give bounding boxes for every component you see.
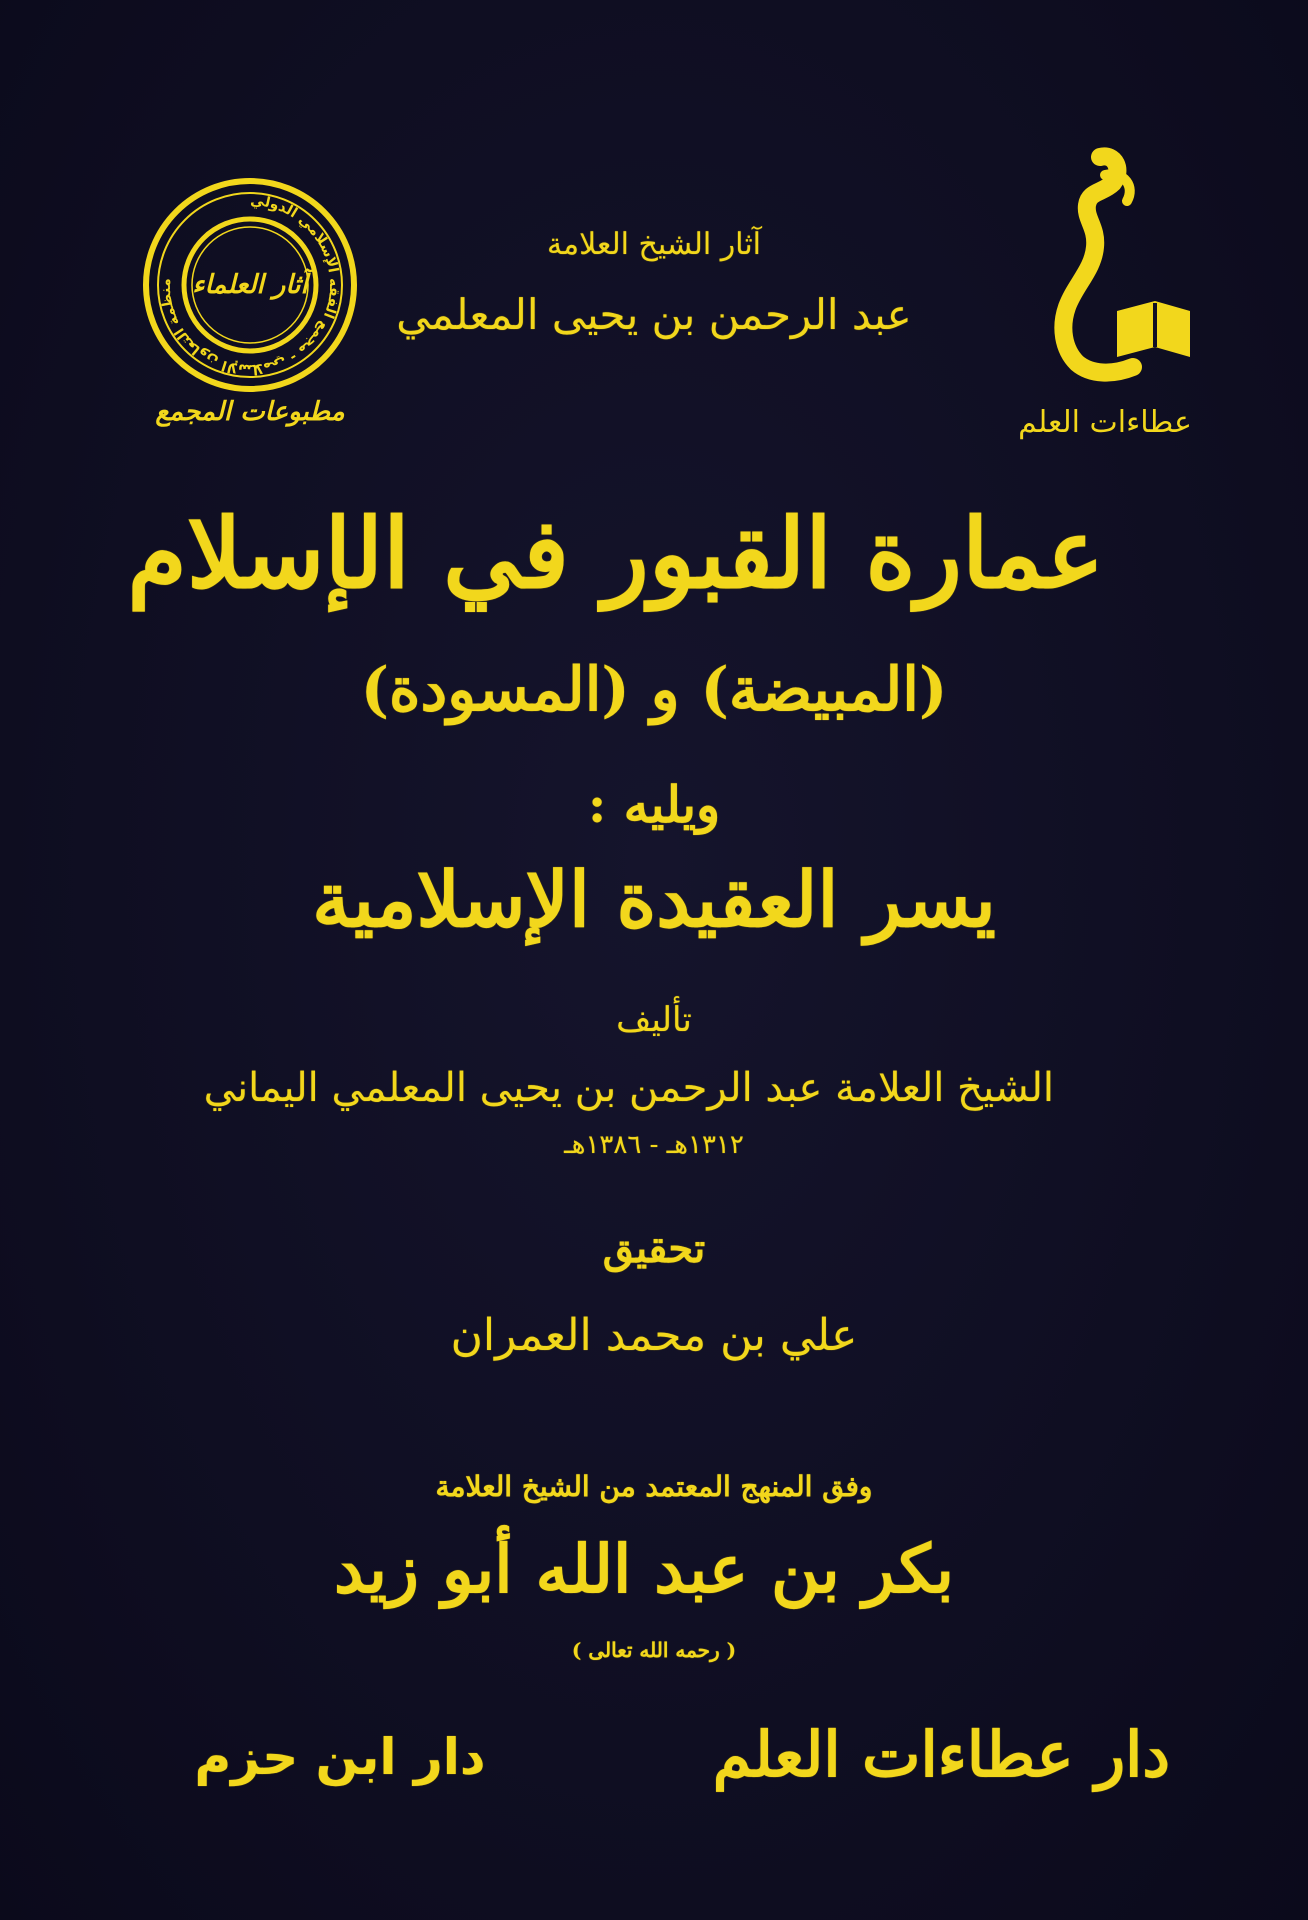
editor-name: علي بن محمد العمران [450, 1310, 858, 1361]
main-title: عمارة القبور في الإسلام [127, 497, 1104, 610]
publisher-left: دار ابن حزم [194, 1728, 486, 1786]
works-line: آثار الشيخ العلامة [546, 227, 762, 262]
verified-by-label: تحقيق [602, 1225, 706, 1272]
author-full-name: الشيخ العلامة عبد الرحمن بن يحيى المعلمي اليماني [203, 1065, 1054, 1111]
methodology-scholar-name: بكر بن عبد الله أبو زيد [333, 1530, 954, 1608]
mercy-invocation: ( رحمه الله تعالى ) [571, 1638, 737, 1662]
second-title: يسر العقيدة الإسلامية [312, 855, 996, 944]
quill-book-icon [1005, 135, 1205, 405]
seal-emblem-icon [135, 175, 365, 395]
author-dates: ١٣١٢هـ - ١٣٨٦هـ [564, 1130, 744, 1160]
academy-seal [135, 175, 365, 445]
seal-caption: مطبوعات المجمع [155, 397, 345, 427]
publisher-right: دار عطاءات العلم [712, 1718, 1170, 1791]
seal-center-text: آثار العلماء [192, 270, 308, 300]
followed-by-label: ويليه : [587, 775, 721, 834]
seal-ring-text: منظمة التعاون الإسلامي - مجمع الفقه الإسلامي الدولي [157, 192, 343, 378]
subtitle: (المبيضة) و (المسودة) [360, 655, 948, 725]
publisher-logo-caption: عطاءات العلم [1018, 405, 1192, 440]
publisher-logo [1005, 135, 1205, 455]
header-author: عبد الرحمن بن يحيى المعلمي [396, 290, 912, 339]
authored-by-label: تأليف [616, 1000, 692, 1040]
methodology-line: وفق المنهج المعتمد من الشيخ العلامة [435, 1470, 873, 1503]
